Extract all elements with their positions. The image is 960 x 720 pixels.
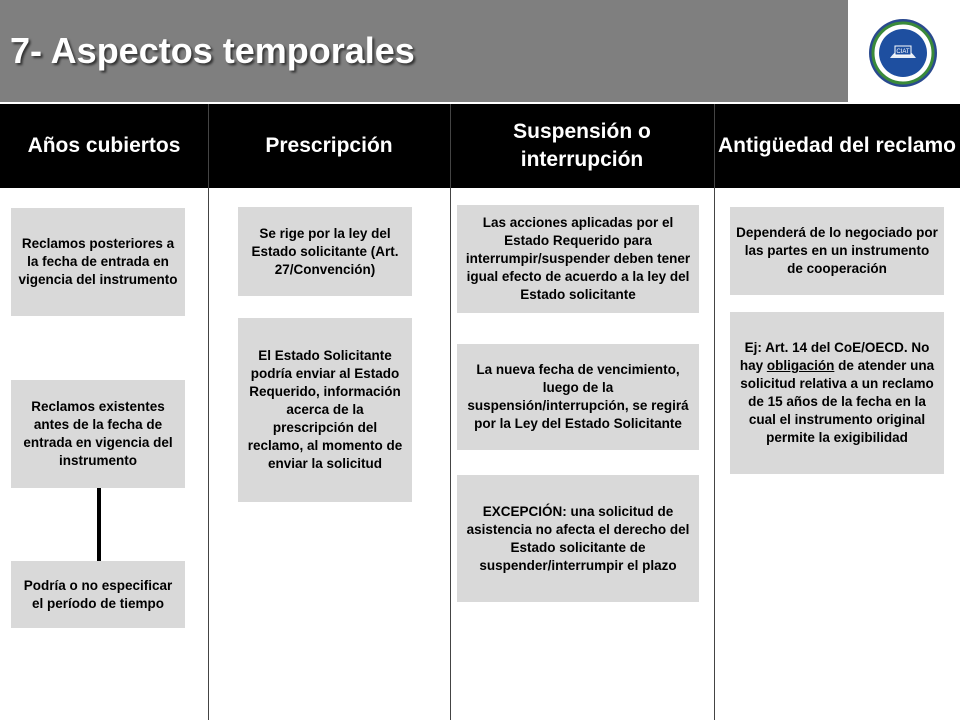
column-header-suspension: Suspensión o interrupción bbox=[513, 120, 651, 171]
column-header-prescripcion: Prescripción bbox=[265, 134, 393, 157]
antiguedad-box-ejemplo-text bbox=[736, 339, 938, 447]
suspension-box-acciones bbox=[457, 205, 699, 313]
column-header-antiguedad: Antigüedad del reclamo bbox=[717, 134, 957, 157]
suspension-box-excepcion-text: EXCEPCIÓN: una solicitud de asistencia no afecta el derecho del Estado solicitante de suspender/interrumpir el plazo bbox=[466, 503, 690, 573]
anos-box-posteriores-text: Reclamos posteriores a la fecha de entrada en vigencia del instrumento bbox=[18, 236, 178, 287]
seal-logo-icon bbox=[868, 18, 938, 88]
anos-box-periodo bbox=[11, 561, 185, 628]
antiguedad-text-after: de atender una solicitud relativa a un reclamo de 15 años de la fecha en la cual el instrumento original permite la exigibilidad bbox=[740, 358, 935, 445]
logo-area bbox=[848, 0, 960, 102]
title-bar bbox=[0, 0, 848, 102]
slide-title: 7- Aspectos temporales bbox=[10, 30, 415, 71]
anos-box-periodo-text: Podría o no especificar el período de tiempo bbox=[23, 577, 173, 611]
prescripcion-box-informacion bbox=[238, 318, 412, 502]
antiguedad-text-before: Ej: Art. 14 del CoE/OECD. No hay bbox=[739, 340, 930, 373]
anos-box-existentes-text: Reclamos existentes antes de la fecha de entrada en vigencia del instrumento bbox=[23, 399, 173, 468]
suspension-box-acciones-text: Las acciones aplicadas por el Estado Requerido para interrumpir/suspender deben tener igual efecto de acuerdo a la ley del Estado solicitante bbox=[465, 215, 691, 302]
prescripcion-box-ley bbox=[238, 207, 412, 296]
column-divider bbox=[208, 104, 209, 720]
prescripcion-box-informacion-text: El Estado Solicitante podría enviar al Estado Requerido, información acerca de la prescripción del reclamo, al momento de enviar la solicitud bbox=[247, 348, 403, 471]
column-divider bbox=[450, 104, 451, 720]
anos-box-existentes bbox=[11, 380, 185, 488]
anos-box-posteriores bbox=[11, 208, 185, 316]
antiguedad-box-negociado-text: Dependerá de lo negociado por las partes en un instrumento de cooperación bbox=[736, 225, 938, 276]
suspension-box-excepcion bbox=[457, 475, 699, 602]
column-divider bbox=[714, 104, 715, 720]
suspension-box-nueva-fecha-text: La nueva fecha de vencimiento, luego de la suspensión/interrupción, se regirá por la Ley del Estado Solicitante bbox=[467, 362, 689, 431]
antiguedad-box-negociado bbox=[730, 207, 944, 295]
suspension-box-nueva-fecha bbox=[457, 344, 699, 450]
antiguedad-text-underlined: obligación bbox=[766, 358, 835, 373]
prescripcion-box-ley-text: Se rige por la ley del Estado solicitante (Art. 27/Convención) bbox=[251, 225, 399, 277]
connector-line bbox=[97, 488, 101, 562]
logo-text: CIAT bbox=[896, 49, 910, 55]
antiguedad-box-ejemplo bbox=[730, 312, 944, 474]
column-header-anos: Años cubiertos bbox=[27, 134, 181, 157]
